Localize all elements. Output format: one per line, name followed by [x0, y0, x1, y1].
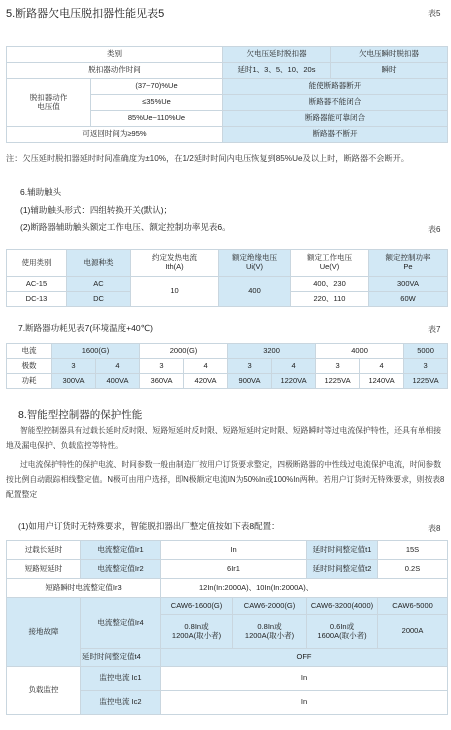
t7-poles-cell: 3: [140, 359, 184, 374]
section8-paragraph1: 智能型控制器具有过载长延时反时限、短路短延时反时限、短路短延时定时限、短路瞬时等过电流保护特性，还具有单相接地及漏电保护、负载监控等特性。: [6, 426, 442, 450]
t8-t1-label: 延时时间整定值t1: [307, 541, 378, 560]
t7-current-1600: 1600(G): [52, 344, 140, 359]
t8-ir2-label: 电流整定值Ir2: [81, 560, 161, 579]
t5-action-time-delay: 延时1、3、5、10、20s: [223, 63, 331, 79]
t6-header-ue: [291, 250, 369, 277]
t6-header-power-type: 电源种类: [67, 250, 131, 277]
t6-header-ue-l1: 额定工作电压: [307, 253, 352, 263]
t8-t4-value: OFF: [161, 649, 448, 667]
t7-poles-label: 极数: [7, 359, 52, 374]
t5-header-instant: 欠电压瞬时脱扣器: [331, 47, 448, 63]
t8-t4-label: 延时时间整定值t4: [81, 649, 161, 667]
table7-number: 表7: [428, 325, 441, 334]
t5-voltage-1: (37~70)%Ue: [91, 79, 223, 95]
t8-ground-label: 接地故障: [7, 598, 81, 667]
t6-r1-ue: 400、230: [291, 277, 369, 292]
section8-subtitle: (1)如用户订货时无特殊要求，智能脱扣器出厂整定值按如下表8配置：: [18, 521, 280, 531]
t8-ic1-value: In: [161, 667, 448, 691]
t7-power-cell: 400VA: [96, 374, 140, 389]
t7-current-2000: 2000(G): [140, 344, 228, 359]
section6-line1: (1)辅助触头形式：四组转换开关(默认)；: [20, 205, 173, 215]
t6-r1-category: AC-15: [7, 277, 67, 292]
t8-ir1-value: In: [161, 541, 307, 560]
t8-ir4-2000-l2: 1200A(取小者): [244, 630, 295, 640]
t8-ir4-value-5000: 2000A: [378, 615, 448, 649]
t7-power-cell: 300VA: [52, 374, 96, 389]
section6-line2: (2)断路器辅助触头额定工作电压、额定控制功率见表6。: [20, 222, 231, 232]
t8-overload-label: 过载长延时: [7, 541, 81, 560]
t6-ui-value: 400: [219, 277, 291, 307]
t7-power-cell: 1220VA: [272, 374, 316, 389]
t8-load-label: 负载监控: [7, 667, 81, 715]
t7-poles-cell: 3: [404, 359, 448, 374]
t5-voltage-3: 85%Ue~110%Ue: [91, 111, 223, 127]
t8-ir4-label: 电流整定值Ir4: [81, 598, 161, 649]
t7-power-cell: 900VA: [228, 374, 272, 389]
table5: [6, 46, 448, 143]
t8-ic2-label: 监控电流 Ic2: [81, 691, 161, 715]
t8-instant-label: 短路瞬时电流整定值Ir3: [7, 579, 161, 598]
section8-paragraph2: 过电流保护特性的保护电流、时间参数一般由制造厂按用户订货要求整定，四极断路器的中性线过电流保护电流，时间参数按比例自动跟踪相线整定值。N极可由用户选择，即N极额定电流IN为50%In或100%In两种。若用户订货时无特殊要求，则按表8配置整定: [6, 460, 445, 499]
t6-r2-pe: 60W: [369, 292, 448, 307]
t6-header-ui-l2: Ui(V): [245, 262, 264, 271]
t8-model-3200: CAW6-3200(4000): [307, 598, 378, 615]
t6-r2-ue: 220、110: [291, 292, 369, 307]
t7-poles-cell: 4: [184, 359, 228, 374]
t8-ir4-value-2000: [233, 615, 307, 649]
table8: [6, 540, 448, 715]
t6-r2-power-type: DC: [67, 292, 131, 307]
t5-voltage-label-text: 脱扣器动作电压值: [29, 92, 68, 111]
t8-ic1-label: 监控电流 Ic1: [81, 667, 161, 691]
table6: [6, 249, 448, 307]
t7-power-label: 功耗: [7, 374, 52, 389]
note-paragraph: 注：欠压延时脱扣器延时时间准确度为±10%，在1/2延时时间内电压恢复到85%Ue及以上时，断路器不会断开。: [6, 154, 409, 163]
t8-ir4-3200-l1: 0.6In或: [329, 621, 355, 631]
t8-ir4-1600-l1: 0.8In或: [184, 621, 209, 631]
t7-current-label: 电流: [7, 344, 52, 359]
t6-header-ui: [219, 250, 291, 277]
t6-header-ui-l1: 额定绝缘电压: [232, 253, 277, 263]
table7: [6, 343, 448, 389]
t6-header-category: 使用类别: [7, 250, 67, 277]
t8-short-label: 短路短延时: [7, 560, 81, 579]
table5-number: 表5: [428, 9, 441, 18]
t7-poles-cell: 4: [360, 359, 404, 374]
t5-header-delay: 欠电压延时脱扣器: [223, 47, 331, 63]
t8-model-1600: CAW6-1600(G): [161, 598, 233, 615]
t8-ic2-value: In: [161, 691, 448, 715]
t7-power-cell: 1225VA: [316, 374, 360, 389]
t7-poles-cell: 4: [96, 359, 140, 374]
t6-header-ith-l2: Ith(A): [165, 262, 184, 271]
t8-t2-label: 延时时间整定值t2: [307, 560, 378, 579]
t6-header-ith-l1: 约定发热电流: [152, 253, 197, 263]
t7-power-cell: 360VA: [140, 374, 184, 389]
t5-header-category: 类别: [7, 47, 223, 63]
t8-ir2-value: 6Ir1: [161, 560, 307, 579]
t5-action-time-label: 脱扣器动作时间: [7, 63, 223, 79]
t8-ir4-2000-l1: 0.8In或: [257, 621, 282, 631]
t5-return-label: 可返回时间为≥95%: [7, 127, 223, 143]
t7-current-4000: 4000: [316, 344, 404, 359]
t7-poles-cell: 3: [228, 359, 272, 374]
t6-r1-pe: 300VA: [369, 277, 448, 292]
t6-ith-value: 10: [131, 277, 219, 307]
t5-voltage-1-result: 能使断路器断开: [223, 79, 448, 95]
t8-ir4-1600-l2: 1200A(取小者): [171, 630, 222, 640]
t8-t1-value: 15S: [378, 541, 448, 560]
t8-instant-value: 12In(In:2000A)、10In(In:2000A)、: [161, 579, 448, 598]
t6-header-pe: [369, 250, 448, 277]
section8-title: 8.智能型控制器的保护性能: [18, 409, 143, 421]
section7-title: 7.断路器功耗见表7(环境温度+40℃): [18, 323, 153, 333]
t7-current-5000: 5000: [404, 344, 448, 359]
section6-title: 6.辅助触头: [20, 187, 62, 197]
t7-power-cell: 1240VA: [360, 374, 404, 389]
t5-voltage-label: [7, 79, 91, 127]
t8-model-2000: CAW6-2000(G): [233, 598, 307, 615]
t5-action-time-instant: 瞬时: [331, 63, 448, 79]
t7-power-cell: 1225VA: [404, 374, 448, 389]
t8-ir4-3200-l2: 1600A(取小者): [317, 630, 367, 640]
section5-title: 5.断路器欠电压脱扣器性能见表5: [6, 8, 165, 20]
t7-poles-cell: 3: [52, 359, 96, 374]
t8-ir1-label: 电流整定值Ir1: [81, 541, 161, 560]
t6-header-ith: [131, 250, 219, 277]
t7-poles-cell: 4: [272, 359, 316, 374]
t7-poles-cell: 3: [316, 359, 360, 374]
t6-r1-power-type: AC: [67, 277, 131, 292]
t6-header-ue-l2: Ue(V): [319, 262, 340, 271]
table6-number: 表6: [428, 225, 441, 234]
t5-voltage-2-result: 断路器不能闭合: [223, 95, 448, 111]
t5-voltage-2: ≤35%Ue: [91, 95, 223, 111]
t6-r2-category: DC-13: [7, 292, 67, 307]
t8-t2-value: 0.2S: [378, 560, 448, 579]
t5-return-result: 断路器不断开: [223, 127, 448, 143]
t8-model-5000: CAW6-5000: [378, 598, 448, 615]
t6-header-pe-l2: Pe: [403, 262, 413, 271]
table8-number: 表8: [428, 524, 441, 533]
t6-header-pe-l1: 额定控制功率: [385, 253, 431, 263]
t7-current-3200: 3200: [228, 344, 316, 359]
t7-power-cell: 420VA: [184, 374, 228, 389]
t8-ir4-value-1600: [161, 615, 233, 649]
t8-ir4-value-3200: [307, 615, 378, 649]
t5-voltage-3-result: 断路器能可靠闭合: [223, 111, 448, 127]
